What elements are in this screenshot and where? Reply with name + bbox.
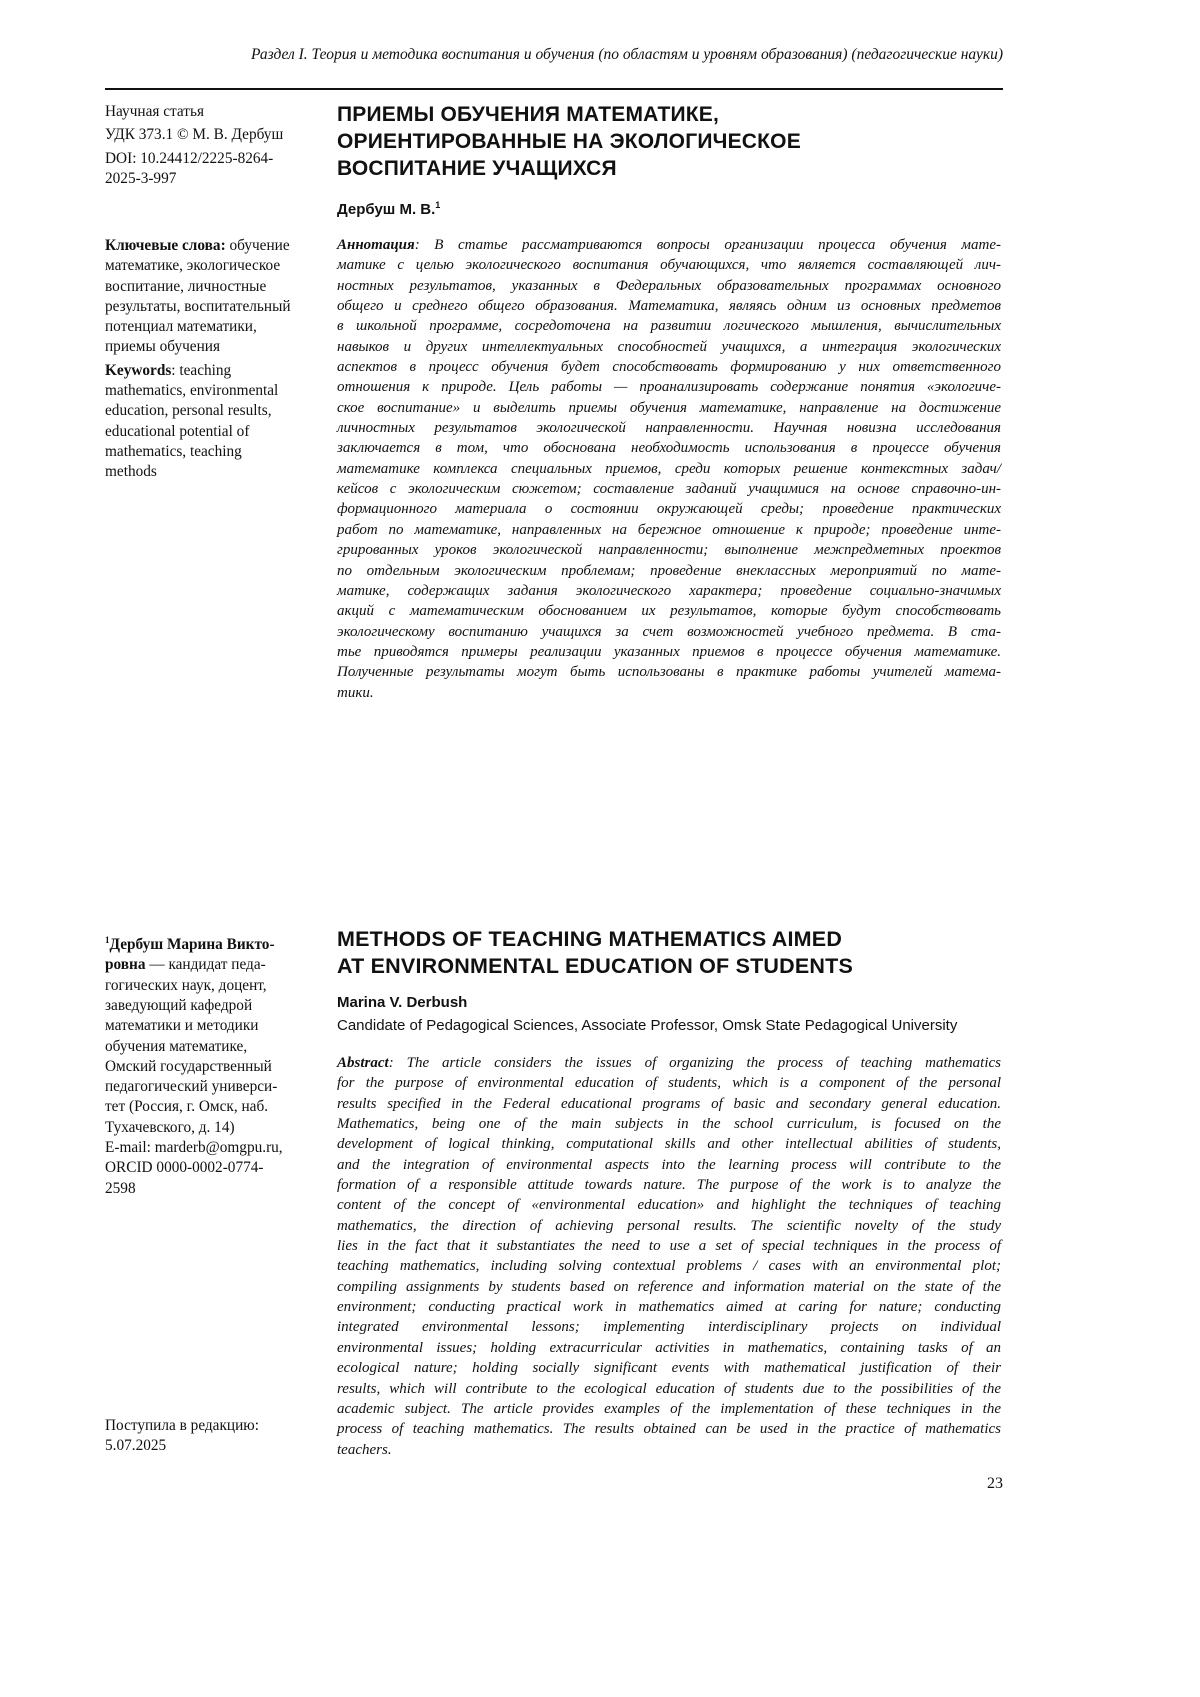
keywords-en-text: educational potential of (105, 423, 249, 440)
author-full-name: Дербуш Марина Викто- (110, 936, 275, 953)
abstract-line (337, 377, 1001, 397)
abstract-line (337, 1175, 1001, 1195)
received-date (105, 1416, 315, 1457)
author-info-line: Тухачевского, д. 14) (105, 1118, 315, 1138)
keywords-ru-text: математике, экологическое (105, 257, 280, 274)
author-info-line: 2598 (105, 1179, 315, 1199)
abstract-text: грированных уроков экологической направленности; выполнение межпредметных проектов (337, 542, 1001, 558)
keywords-ru-line (105, 256, 315, 276)
author-full-name: ровна (105, 956, 146, 973)
keywords-en-line (105, 442, 315, 462)
abstract-line (337, 235, 1001, 255)
abstract-text: results specified in the Federal educational programs of basic and secondary general education. (337, 1096, 1001, 1112)
abstract-text: матике с целью экологического воспитания обучающихся, что является составляющей лич- (337, 257, 1001, 273)
author-info-line (105, 955, 315, 975)
abstract-text: compiling assignments by students based on reference and information material on the state of the (337, 1279, 1001, 1295)
abstract-text: формационного материала о состоянии окружающей среды; проведение практических (337, 501, 1001, 517)
abstract-line (337, 276, 1001, 296)
abstract-line (337, 540, 1001, 560)
abstract-text: teaching mathematics, including solving contextual problems / cases with an environmental plot; (337, 1258, 1001, 1274)
abstract-text: Полученные результаты могут быть использованы в практике работы учителей матема- (337, 664, 1001, 680)
abstract-line (337, 1338, 1001, 1358)
keywords-en-line (105, 401, 315, 421)
abstract-line (337, 642, 1001, 662)
abstract-line (337, 1134, 1001, 1154)
author-en: Marina V. Derbush (337, 994, 467, 1011)
title-line: ВОСПИТАНИЕ УЧАЩИХСЯ (337, 155, 801, 182)
title-ru (337, 101, 801, 182)
abstract-line (337, 520, 1001, 540)
author-info-line: гогических наук, доцент, (105, 976, 315, 996)
abstract-text: экологическому воспитанию учащихся за счет возможностей учебного предмета. В ста- (337, 624, 1001, 640)
abstract-text: навыков и других интеллектуальных способностей учащихся, а интеграция экологических (337, 339, 1001, 355)
doi: DOI: 10.24412/2225-8264- (105, 149, 315, 169)
keywords-ru-line (105, 236, 315, 256)
abstract-line (337, 1216, 1001, 1236)
keywords-en-line (105, 422, 315, 442)
keywords-ru-text: обучение (226, 237, 290, 254)
abstract-line (337, 561, 1001, 581)
author-info-line: ORCID 0000-0002-0774- (105, 1158, 315, 1178)
keywords-ru-text: приемы обучения (105, 338, 220, 355)
received-value: 5.07.2025 (105, 1436, 315, 1456)
abstract-line (337, 398, 1001, 418)
abstract-text: mathematics, the direction of achieving personal results. The scientific novelty of the study (337, 1218, 1001, 1234)
abstract-text: ностных результатов, указанных в Федеральных образовательных программах основного (337, 278, 1001, 294)
abstract-line (337, 459, 1001, 479)
running-header: Раздел I. Теория и методика воспитания и обучения (по областям и уровням образования) (педагогические науки) (105, 46, 1003, 64)
abstract-text: results, which will contribute to the ecological education of students due to the possibilities of the (337, 1381, 1001, 1397)
abstract-line (337, 1379, 1001, 1399)
udk: УДК 373.1 © М. В. Дербуш (105, 125, 315, 145)
abstract-line (337, 337, 1001, 357)
abstract-text: : The article considers the issues of organizing the process of teaching mathematics (389, 1055, 1001, 1071)
title-line: ОРИЕНТИРОВАННЫЕ НА ЭКОЛОГИЧЕСКОЕ (337, 128, 801, 155)
abstract-label: Abstract (337, 1055, 389, 1071)
author-info-line: E-mail: marderb@omgpu.ru, (105, 1138, 315, 1158)
abstract-line (337, 1195, 1001, 1215)
keywords-en-text: mathematics, teaching (105, 443, 242, 460)
abstract-label: Аннотация (337, 237, 415, 253)
keywords-ru-line (105, 337, 315, 357)
abstract-line (337, 255, 1001, 275)
abstract-text: ское воспитание» и выделить приемы обучения математике, направление на достижение (337, 400, 1001, 416)
abstract-text: отношения к природе. Цель работы — проанализировать содержание понятия «экологиче- (337, 379, 1001, 395)
affiliation-en: Candidate of Pedagogical Sciences, Associate Professor, Omsk State Pedagogical University (337, 1017, 957, 1034)
abstract-text: тье приводятся примеры реализации указанных приемов в процессе обучения математике. (337, 644, 1001, 660)
abstract-line (337, 1277, 1001, 1297)
abstract-line (337, 601, 1001, 621)
abstract-text: lies in the fact that it substantiates the need to use a set of special techniques in the process of (337, 1238, 1001, 1254)
abstract-text: ecological nature; holding socially significant events with mathematical justification of their (337, 1360, 1001, 1376)
title-en (337, 926, 853, 980)
abstract-en (337, 1053, 1001, 1460)
keywords-en-line (105, 361, 315, 381)
footnote-mark: 1 (435, 200, 440, 210)
keywords-ru-label: Ключевые слова: (105, 237, 226, 254)
article-type: Научная статья (105, 102, 315, 122)
abstract-line (337, 479, 1001, 499)
abstract-line (337, 683, 1001, 703)
abstract-text: личностных результатов экологической направленности. Научная новизна исследования (337, 420, 1001, 436)
keywords-ru-text: потенциал математики, (105, 318, 257, 335)
abstract-line (337, 1297, 1001, 1317)
keywords-en-text: mathematics, environmental (105, 382, 278, 399)
author-info-line (105, 930, 315, 955)
abstract-ru (337, 235, 1001, 703)
abstract-line (337, 1053, 1001, 1073)
abstract-text: formation of a responsible attitude towards nature. The purpose of the work is to analyze the (337, 1177, 1001, 1193)
header-rule (105, 88, 1003, 90)
abstract-line (337, 1317, 1001, 1337)
abstract-text: development of logical thinking, computational skills and other intellectual abilities of students, (337, 1136, 1001, 1152)
author-info-text: — кандидат педа- (146, 956, 266, 973)
received-label: Поступила в редакцию: (105, 1416, 315, 1436)
keywords-en-line (105, 462, 315, 482)
author-info-line: тет (Россия, г. Омск, наб. (105, 1097, 315, 1117)
abstract-text: тики. (337, 685, 374, 701)
keywords-en-text: education, personal results, (105, 402, 272, 419)
abstract-text: Mathematics, being one of the main subjects in the school curriculum, is focused on the (337, 1116, 1001, 1132)
abstract-text: for the purpose of environmental education of students, which is a component of the personal (337, 1075, 1001, 1091)
abstract-line (337, 1073, 1001, 1093)
abstract-text: акций с математическим обоснованием их результатов, которые будут способствовать (337, 603, 1001, 619)
abstract-line (337, 1094, 1001, 1114)
abstract-text: content of the concept of «environmental education» and highlight the techniques of teaching (337, 1197, 1001, 1213)
keywords-en-line (105, 381, 315, 401)
author-info-line: Омский государственный (105, 1057, 315, 1077)
title-line: METHODS OF TEACHING MATHEMATICS AIMED (337, 926, 853, 953)
author-info-line: обучения математике, (105, 1037, 315, 1057)
keywords-en-label: Keywords (105, 362, 171, 379)
abstract-line (337, 499, 1001, 519)
footnote-mark: 1 (105, 935, 110, 945)
abstract-text: работ по математике, направленных на бережное отношение к природе; проведение инте- (337, 522, 1001, 538)
title-line: AT ENVIRONMENTAL EDUCATION OF STUDENTS (337, 953, 853, 980)
abstract-line (337, 1114, 1001, 1134)
keywords-en-text: : teaching (171, 362, 231, 379)
keywords-ru-line (105, 297, 315, 317)
abstract-line (337, 1419, 1001, 1439)
abstract-line (337, 622, 1001, 642)
keywords-ru-text: результаты, воспитательный (105, 298, 291, 315)
abstract-text: integrated environmental lessons; implementing interdisciplinary projects on individual (337, 1319, 1001, 1335)
abstract-line (337, 1440, 1001, 1460)
abstract-text: аспектов в процесс обучения будет способствовать формированию у них ответственного (337, 359, 1001, 375)
abstract-text: матике, содержащих задания экологического характера; проведение социально-значимых (337, 583, 1001, 599)
abstract-line (337, 1358, 1001, 1378)
abstract-line (337, 438, 1001, 458)
abstract-text: по отдельным экологическим проблемам; проведение внеклассных мероприятий по мате- (337, 563, 1001, 579)
keywords-en-text: methods (105, 463, 157, 480)
abstract-text: academic subject. The article provides examples of the implementation of these techniques in the (337, 1401, 1001, 1417)
abstract-line (337, 296, 1001, 316)
keywords-ru-text: воспитание, личностные (105, 278, 266, 295)
abstract-line (337, 357, 1001, 377)
abstract-text: and the integration of environmental aspects into the learning process will contribute to the (337, 1157, 1001, 1173)
keywords-ru-line (105, 317, 315, 337)
abstract-line (337, 316, 1001, 336)
abstract-text: : В статье рассматриваются вопросы организации процесса обучения мате- (415, 237, 1001, 253)
abstract-line (337, 1256, 1001, 1276)
abstract-text: environment; conducting practical work in mathematics aimed at caring for nature; conducting (337, 1299, 1001, 1315)
abstract-text: общего и среднего общего образования. Математика, являясь одним из основных предметов (337, 298, 1001, 314)
title-line: ПРИЕМЫ ОБУЧЕНИЯ МАТЕМАТИКЕ, (337, 101, 801, 128)
abstract-line (337, 662, 1001, 682)
abstract-text: environmental issues; holding extracurricular activities in mathematics, containing tasks of an (337, 1340, 1001, 1356)
abstract-line (337, 581, 1001, 601)
author-info (105, 930, 315, 1199)
abstract-text: кейсов с экологическим сюжетом; составление заданий учащимися на основе справочно-ин- (337, 481, 1001, 497)
abstract-line (337, 1236, 1001, 1256)
keywords-ru-line (105, 277, 315, 297)
article-meta (105, 102, 315, 189)
author-info-line: педагогический универси- (105, 1077, 315, 1097)
abstract-text: заключается в том, что обоснована необходимость использования в процессе обучения (337, 440, 1001, 456)
author-name: Дербуш М. В. (337, 201, 435, 218)
abstract-line (337, 1155, 1001, 1175)
abstract-line (337, 1399, 1001, 1419)
author-ru (337, 200, 440, 218)
author-info-line: математики и методики (105, 1016, 315, 1036)
author-info-line: заведующий кафедрой (105, 996, 315, 1016)
doi-cont: 2025-3-997 (105, 169, 315, 189)
page-number: 23 (960, 1475, 1003, 1493)
abstract-text: process of teaching mathematics. The results obtained can be used in the practice of mathematics (337, 1421, 1001, 1437)
abstract-text: в школьной программе, сосредоточена на развитии логического мышления, вычислительных (337, 318, 1001, 334)
keywords-block (105, 236, 315, 483)
abstract-text: математике комплекса специальных приемов, среди которых решение контекстных задач/ (337, 461, 1001, 477)
abstract-text: teachers. (337, 1442, 392, 1458)
abstract-line (337, 418, 1001, 438)
